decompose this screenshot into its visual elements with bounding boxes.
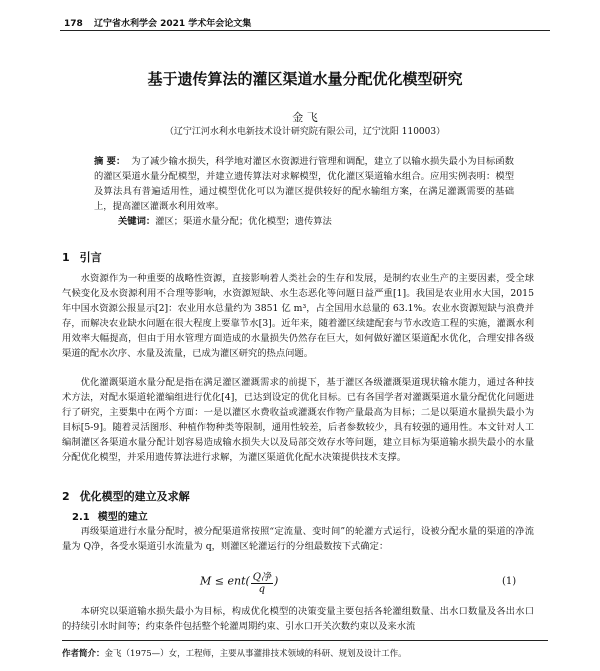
equation-number: (1) [502, 576, 517, 587]
keywords-label: 关键词： [118, 216, 156, 227]
section-number: 1 [62, 251, 70, 264]
footnote-text: 金飞（1975—）女，工程师，主要从事灌排技术领域的科研、规划及设计工作。 [104, 649, 407, 659]
subsection-number: 2.1 [72, 512, 90, 523]
paper-title: 基于遗传算法的灌区渠道水量分配优化模型研究 [147, 70, 463, 88]
abstract-label: 摘 要： [94, 156, 126, 167]
equation-numerator: Q净 [251, 568, 273, 584]
abstract-text: 为了减少输水损失，科学地对灌区水资源进行管理和调配，建立了以输水损失最小为目标函数的灌区渠道水量分配模型，并建立遗传算法对求解模型，优化灌区渠道输水组合。应用实例表明：模型及算法具有普遍适用性，通过模型优化可以为灌区提供较好的配水输组方案，在满足灌溉需要的基础上，提高灌区灌溉水利用效率。 [94, 156, 514, 212]
page-number: 178 [64, 19, 83, 29]
subsection-title: 模型的建立 [97, 512, 148, 523]
section-title: 优化模型的建立及求解 [79, 490, 190, 503]
section-heading-model [62, 488, 190, 504]
header-rule [60, 30, 550, 31]
journal-name: 辽宁省水利学会 2021 学术年会论文集 [93, 19, 252, 29]
keywords-text: 灌区；渠道水量分配；优化模型；遗传算法 [155, 216, 332, 227]
intro-paragraph-1: 水资源作为一种重要的战略性资源，直接影响着人类社会的生存和发展，是制约农业生产的主要因素，受全球气候变化及水资源利用不合理等影响，水资源短缺、水生态恶化等问题日益严重[1]。我国是农业用水大国，2015 年中国水资源公报显示[2]：农业用水总量约为 3851 亿 m³，占全国用水总量的 63.1%。农业水资源短缺与浪费并存，而解决农业缺水问题在很大程度上要靠节水[3]。近年来，随着灌区续建配套与节水改造工程的实施，灌溉水利用效率大幅提高，但由于用水管理方面造成的水量损失仍然存在巨大，如何做好灌区渠道配水优化，合理安排各级渠道的配水次序、水量及流量，已成为灌区研究的热点问题。 [62, 273, 534, 359]
equation-lhs: M ≤ ent( [200, 574, 250, 588]
model-paragraph: 再级渠道进行水量分配时，被分配渠道常按照“定流量、变时间”的轮灌方式运行，设被分配水量的渠道的净流量为 Q净，各受水渠道引水流量为 q，则灌区轮灌运行的分组最数按下式确定： [62, 526, 534, 552]
section-heading-intro [62, 249, 102, 265]
keywords [118, 213, 518, 227]
intro-paragraph-2: 优化灌溉渠道水量分配是指在满足灌区灌溉需求的前提下，基于灌区各级灌溉渠道现状输水能力，通过各种技术方法，对配水渠道轮灌编组进行优化[4]，已达到设定的优化目标。已有各国学者对灌溉渠道水量分配优化问题进行了研究，主要集中在两个方面：一是以灌区水费收益或灌溉农作物产量最高为目标；二是以渠道水量损失最小为目标[5-9]。随着灵活图形、种植作物种类等限制，通用性较差，后者参数较少，具有较强的通用性。本文针对人工编制灌区各渠道水量分配计划容易造成输水损失大以及局部交效存水等问题，建立目标为渠道输水损失最小的水量分配优化模型，并采用遗传算法进行求解，为灌区渠道优化配水决策提供技术支撑。 [62, 377, 534, 463]
equation-fraction [251, 568, 273, 595]
author-affiliation: （辽宁江河水利水电新技术设计研究院有限公司，辽宁沈阳 110003） [164, 127, 446, 137]
footnote-label: 作者简介： [62, 649, 105, 659]
author-name: 金 飞 [292, 111, 318, 124]
running-header [64, 16, 251, 29]
equation-rhs: ) [273, 574, 279, 588]
model-paragraph-after: 本研究以渠道输水损失最小为目标，构成优化模型的决策变量主要包括各轮灌组数量、出水口数量及各出水口的持续引水时间等；约束条件包括整个轮灌周期约束、引水口开关次数约束以及来水流 [62, 606, 534, 632]
author-footnote [62, 647, 407, 659]
abstract [94, 154, 514, 214]
section-title: 引言 [79, 251, 102, 264]
footnote-rule [62, 640, 548, 641]
section-number: 2 [62, 490, 70, 503]
subsection-heading [72, 508, 148, 523]
equation-1 [200, 568, 400, 598]
equation-denominator: q [258, 584, 266, 595]
